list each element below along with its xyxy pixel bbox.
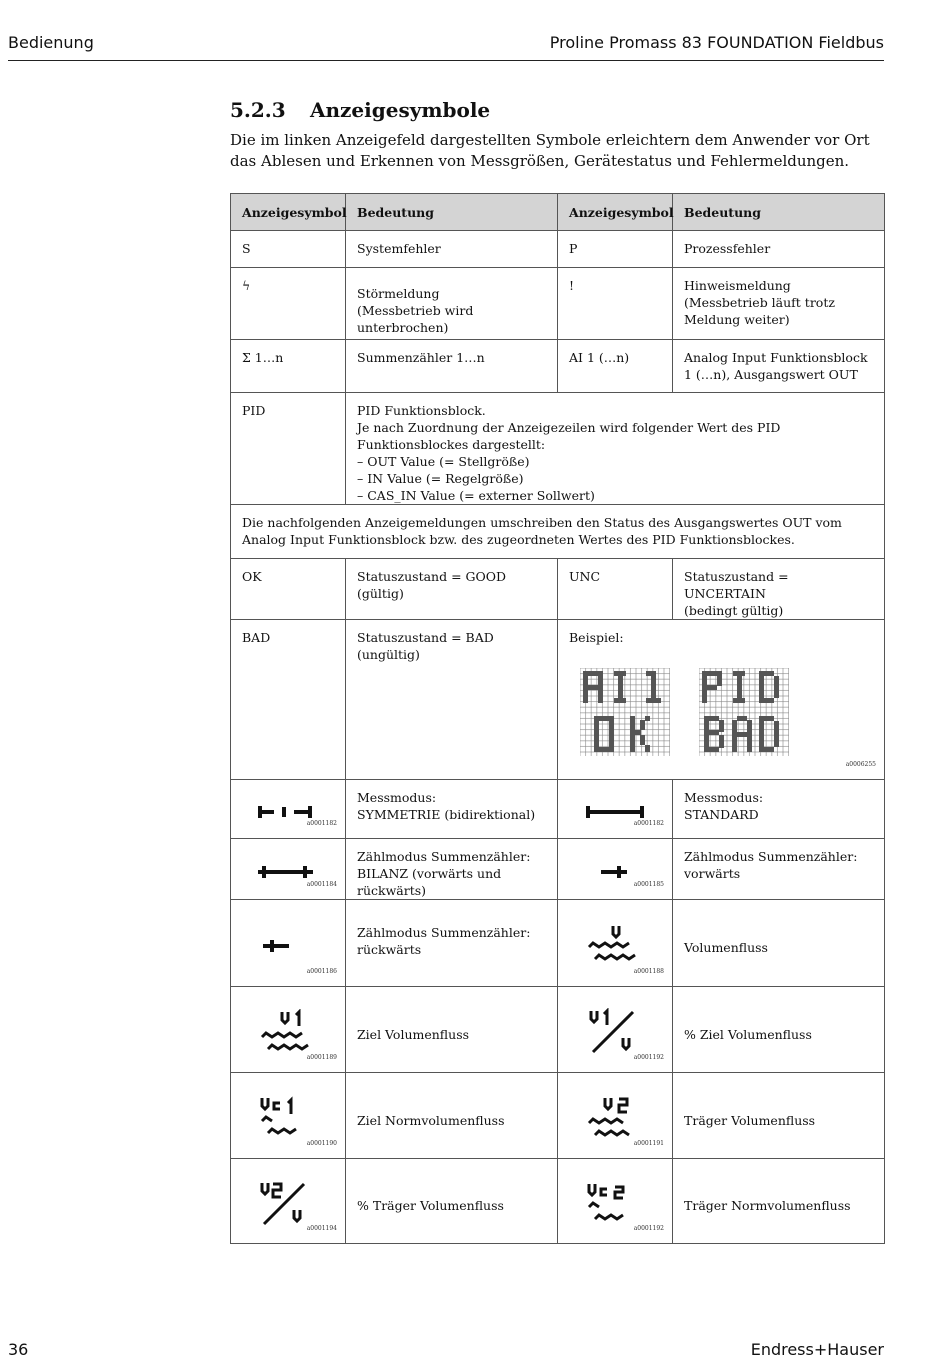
symbol-cell xyxy=(231,900,346,987)
meaning-line: – OUT Value (= Stellgröße) xyxy=(357,454,530,469)
table-row xyxy=(231,780,885,839)
symbol-cell: UNC xyxy=(558,559,673,620)
symbol-cell xyxy=(231,780,346,839)
table-row xyxy=(231,1159,885,1244)
meaning-cell: Träger Normvolumenfluss xyxy=(673,1159,885,1244)
table-row xyxy=(231,268,885,340)
figure-code: a0001182 xyxy=(633,820,664,827)
meaning-line: Messmodus: xyxy=(684,790,764,805)
figure-code: a0001191 xyxy=(633,1140,664,1147)
meaning-line: Störmeldung xyxy=(357,286,440,301)
meaning-cell xyxy=(346,900,558,987)
symbol-cell xyxy=(231,839,346,900)
figure-code: a0001186 xyxy=(306,968,337,975)
figure-code: a0006255 xyxy=(845,761,876,768)
figure-code: a0001189 xyxy=(306,1054,337,1061)
forward-mode-icon xyxy=(600,864,630,880)
page-number: 36 xyxy=(8,1340,29,1359)
meaning-line: BILANZ (vorwärts und rückwärts) xyxy=(357,866,502,898)
symbol-cell xyxy=(558,1073,673,1159)
running-header-left: Bedienung xyxy=(8,33,94,52)
figure-code: a0001184 xyxy=(306,881,337,888)
meaning-line: STANDARD xyxy=(684,807,759,822)
lcd-matrix-ai1-ok xyxy=(580,668,672,758)
meaning-cell xyxy=(346,268,558,340)
col-header: Bedeutung xyxy=(673,194,885,231)
table-header-row xyxy=(231,194,885,231)
meaning-line: Hinweismeldung xyxy=(684,278,791,293)
table-row xyxy=(231,620,885,780)
meaning-cell xyxy=(346,393,885,505)
symbol-cell: OK xyxy=(231,559,346,620)
figure-code: a0001182 xyxy=(306,820,337,827)
meaning-line: vorwärts xyxy=(684,866,741,881)
meaning-line: SYMMETRIE (bidirektional) xyxy=(357,807,536,822)
meaning-line: rückwärts xyxy=(357,942,422,957)
table-row xyxy=(231,505,885,559)
meaning-line: 1 (…n), Ausgangswert OUT xyxy=(684,367,858,382)
meaning-cell xyxy=(673,340,885,393)
symbol-cell: S xyxy=(231,231,346,268)
table-row xyxy=(231,987,885,1073)
figure-code: a0001185 xyxy=(633,881,664,888)
meaning-cell: Statuszustand = BAD (ungültig) xyxy=(346,620,558,780)
meaning-line: Zählmodus Summenzähler: xyxy=(357,925,531,940)
table-row xyxy=(231,231,885,268)
table-row xyxy=(231,1073,885,1159)
meaning-line: Analog Input Funktionsblock xyxy=(684,350,868,365)
symbol-cell: ! xyxy=(558,268,673,340)
table-row xyxy=(231,839,885,900)
intro-paragraph: Die im linken Anzeigefeld dargestellten Symbole erleichtern dem Anwender vor Ort das Ablesen und Erkennen von Messgrößen, Gerätestatus und Fehlermeldungen. xyxy=(230,131,870,170)
backward-mode-icon xyxy=(262,938,292,954)
meaning-cell xyxy=(673,839,885,900)
meaning-cell: Systemfehler xyxy=(346,231,558,268)
meaning-cell: Statuszustand = GOOD (gültig) xyxy=(346,559,558,620)
symbol-cell: AI 1 (…n) xyxy=(558,340,673,393)
meaning-line: (Messbetrieb wird unterbrochen) xyxy=(357,303,474,335)
example-label: Beispiel: xyxy=(569,630,624,645)
symbol-cell xyxy=(231,987,346,1073)
symbol-cell: PID xyxy=(231,393,346,505)
symbol-cell: ϟ xyxy=(231,268,346,340)
figure-code: a0001188 xyxy=(633,968,664,975)
col-header: Bedeutung xyxy=(346,194,558,231)
section-heading xyxy=(230,98,490,122)
meaning-cell: Ziel Volumenfluss xyxy=(346,987,558,1073)
meaning-cell: % Träger Volumenfluss xyxy=(346,1159,558,1244)
note-cell: Die nachfolgenden Anzeigemeldungen umschreiben den Status des Ausgangswertes OUT vom Analog Input Funktionsblock bzw. des zugeordneten Wertes des PID Funktionsblockes. xyxy=(231,505,885,559)
meaning-cell xyxy=(673,780,885,839)
figure-code: a0001194 xyxy=(306,1225,337,1232)
section-number: 5.2.3 xyxy=(230,98,286,122)
symbol-cell: BAD xyxy=(231,620,346,780)
symbol-cell: Σ 1…n xyxy=(231,340,346,393)
meaning-line: (Messbetrieb läuft trotz Meldung weiter) xyxy=(684,295,835,327)
meaning-line: – CAS_IN Value (= externer Sollwert) xyxy=(357,488,595,503)
table-row xyxy=(231,393,885,505)
symbol-cell: P xyxy=(558,231,673,268)
meaning-cell: Summenzähler 1…n xyxy=(346,340,558,393)
meaning-cell xyxy=(673,268,885,340)
running-header-right: Proline Promass 83 FOUNDATION Fieldbus xyxy=(549,33,884,52)
section-title: Anzeigesymbole xyxy=(310,98,491,122)
example-cell xyxy=(558,620,885,780)
meaning-line: Je nach Zuordnung der Anzeigezeilen wird folgender Wert des PID Funktionsblockes dargestellt: xyxy=(357,420,781,452)
meaning-cell: Träger Volumenfluss xyxy=(673,1073,885,1159)
meaning-cell xyxy=(673,559,885,620)
figure-code: a0001190 xyxy=(306,1140,337,1147)
symbol-cell xyxy=(231,1073,346,1159)
col-header: Anzeigesymbol xyxy=(558,194,673,231)
meaning-cell: Volumenfluss xyxy=(673,900,885,987)
figure-code: a0001192 xyxy=(633,1054,664,1061)
symbol-cell xyxy=(558,1159,673,1244)
meaning-cell: Ziel Normvolumenfluss xyxy=(346,1073,558,1159)
meaning-cell xyxy=(346,839,558,900)
symbol-cell xyxy=(558,900,673,987)
table-row xyxy=(231,559,885,620)
table-row xyxy=(231,340,885,393)
symbol-cell xyxy=(558,780,673,839)
meaning-line: Statuszustand = UNCERTAIN xyxy=(684,569,789,601)
col-header: Anzeigesymbol xyxy=(231,194,346,231)
symbol-table xyxy=(230,193,885,1244)
symbol-cell xyxy=(231,1159,346,1244)
meaning-cell xyxy=(346,780,558,839)
meaning-line: Messmodus: xyxy=(357,790,437,805)
meaning-line: Zählmodus Summenzähler: xyxy=(357,849,531,864)
meaning-line: Zählmodus Summenzähler: xyxy=(684,849,858,864)
meaning-cell: % Ziel Volumenfluss xyxy=(673,987,885,1073)
footer-brand: Endress+Hauser xyxy=(750,1340,884,1359)
meaning-cell: Prozessfehler xyxy=(673,231,885,268)
lcd-matrix-pid-bad xyxy=(699,668,791,758)
figure-code: a0001192 xyxy=(633,1225,664,1232)
header-rule xyxy=(8,60,884,61)
meaning-line: – IN Value (= Regelgröße) xyxy=(357,471,524,486)
volume-flow-icon xyxy=(587,923,643,969)
symbol-cell xyxy=(558,839,673,900)
meaning-line: (bedingt gültig) xyxy=(684,603,784,618)
meaning-line: PID Funktionsblock. xyxy=(357,403,486,418)
table-row xyxy=(231,900,885,987)
symbol-cell xyxy=(558,987,673,1073)
